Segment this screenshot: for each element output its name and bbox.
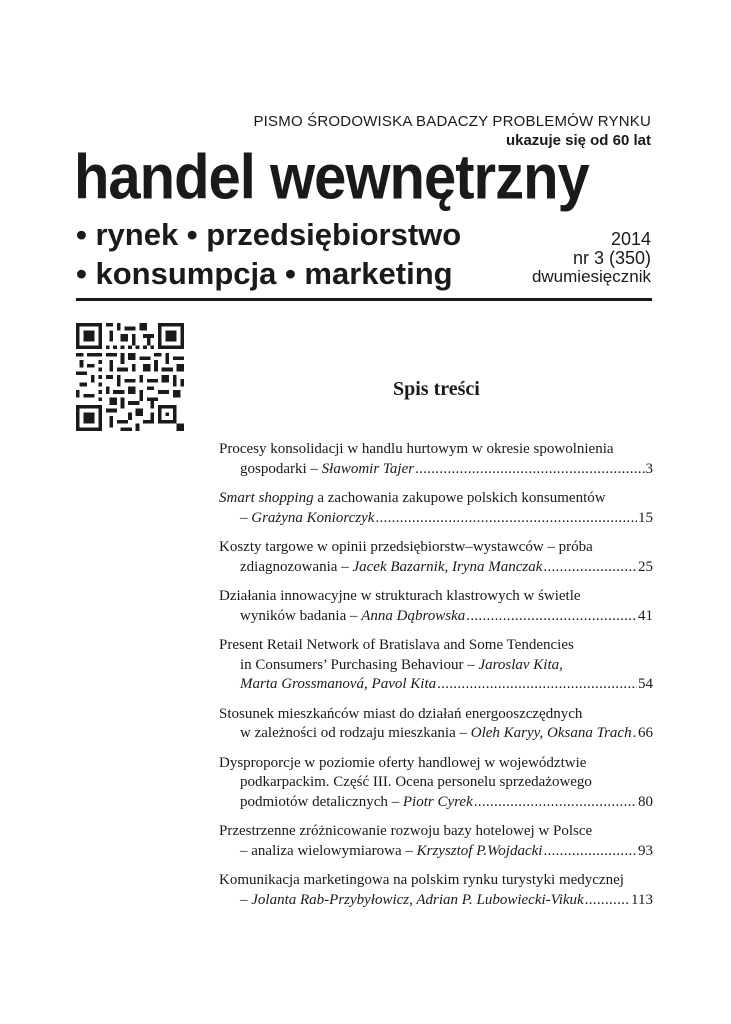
toc-entry-page: 113	[631, 891, 653, 908]
dot-leader	[474, 793, 637, 813]
toc-entry-page: 25	[638, 558, 653, 575]
toc-entry-author: Oleh Karyy, Oksana Trach	[470, 725, 632, 741]
toc-entry-title: Present Retail Network of Bratislava and Some Tendencies	[219, 637, 574, 653]
toc-entry-title: –	[240, 509, 252, 526]
dot-leader	[543, 558, 637, 578]
toc-entry[interactable]	[219, 705, 653, 744]
toc-entry-page: 80	[638, 793, 653, 810]
toc-entry[interactable]	[219, 822, 653, 861]
toc-entry-page: 54	[638, 676, 653, 692]
toc-entry[interactable]	[219, 440, 653, 479]
toc-entry-title: Działania innowacyjne w strukturach klastrowych w świetle	[219, 588, 581, 604]
toc-entry-title: Procesy konsolidacji w handlu hurtowym w okresie spowolnienia	[219, 441, 614, 457]
toc-entry-title: Komunikacja marketingowa na polskim rynku turystyki medycznej	[219, 872, 624, 888]
qr-code-icon	[76, 323, 184, 431]
toc-entry-title: – analiza wielowymiarowa –	[240, 842, 417, 859]
toc-entry[interactable]	[219, 538, 653, 577]
dot-leader	[633, 724, 637, 744]
toc-entry-author: Jolanta Rab-Przybyłowicz, Adrian P. Lubowiecki-Vikuk	[251, 891, 584, 908]
toc-entry[interactable]	[219, 489, 653, 528]
subtitle-line-1: • rynek • przedsiębiorstwo	[76, 217, 462, 252]
toc-entry-title: Przestrzenne zróżnicowanie rozwoju bazy hotelowej w Polsce	[219, 823, 593, 839]
toc-entry-author: Marta Grossmanová, Pavol Kita	[240, 676, 437, 692]
issue-number: nr 3 (350)	[572, 248, 651, 268]
toc-entry-author: Jacek Bazarnik, Iryna Manczak	[352, 558, 543, 575]
toc-entry-page: 66	[638, 725, 653, 741]
toc-entry[interactable]	[219, 871, 653, 910]
dot-leader	[437, 675, 637, 695]
toc-entry-author: Grażyna Koniorczyk	[251, 509, 375, 526]
toc-entry-title: Dysproporcje w poziomie oferty handlowej w województwie	[219, 754, 587, 771]
table-of-contents	[219, 440, 653, 920]
toc-entry-title: w zależności od rodzaju mieszkania –	[240, 725, 471, 741]
toc-entry-title: a zachowania zakupowe polskich konsumentów	[313, 490, 606, 506]
toc-entry-title: wyników badania –	[240, 607, 362, 624]
toc-entry[interactable]	[219, 636, 653, 695]
toc-entry-page: 15	[638, 509, 653, 526]
tagline: PISMO ŚRODOWISKA BADACZY PROBLEMÓW RYNKU	[253, 113, 651, 130]
toc-entry-title: Koszty targowe w opinii przedsiębiorstw–wystawców – próba	[219, 539, 593, 555]
toc-entry-title: Stosunek mieszkańców miast do działań energooszczędnych	[219, 705, 583, 722]
dot-leader	[466, 607, 637, 627]
journal-title: handel wewnętrzny	[74, 142, 589, 213]
toc-entry-title: –	[240, 891, 252, 908]
toc-entry-title: podkarpackim. Część III. Ocena personelu sprzedażowego	[240, 774, 592, 790]
dot-leader	[415, 460, 644, 480]
toc-entry-author: Piotr Cyrek	[402, 793, 473, 810]
issue-year: 2014	[610, 229, 651, 249]
dot-leader	[543, 842, 637, 862]
toc-entry-title: zdiagnozowania –	[240, 558, 353, 575]
toc-entry[interactable]	[219, 587, 653, 626]
toc-entry-title: gospodarki –	[240, 460, 322, 477]
toc-heading: Spis treści	[393, 378, 480, 400]
header-rule	[76, 298, 652, 301]
since-line: ukazuje się od 60 lat	[505, 132, 651, 149]
dot-leader	[585, 891, 630, 911]
toc-entry-page: 3	[645, 460, 653, 477]
dot-leader	[375, 509, 637, 529]
toc-entry-page: 41	[638, 607, 653, 624]
subtitle-line-2: • konsumpcja • marketing	[76, 256, 453, 291]
toc-entry-title: podmiotów detalicznych –	[240, 793, 403, 810]
toc-entry-title: in Consumers’ Purchasing Behaviour –	[240, 656, 479, 673]
toc-entry-author: Jaroslav Kita,	[478, 656, 563, 673]
toc-entry-author: Krzysztof P.Wojdacki	[416, 842, 543, 859]
toc-entry[interactable]	[219, 754, 653, 813]
toc-entry-author: Sławomir Tajer	[321, 460, 415, 477]
toc-entry-author: Anna Dąbrowska	[361, 607, 466, 624]
issue-frequency: dwumiesięcznik	[531, 267, 651, 286]
toc-entry-page: 93	[638, 842, 653, 859]
toc-entry-title-italic: Smart shopping	[219, 490, 314, 506]
